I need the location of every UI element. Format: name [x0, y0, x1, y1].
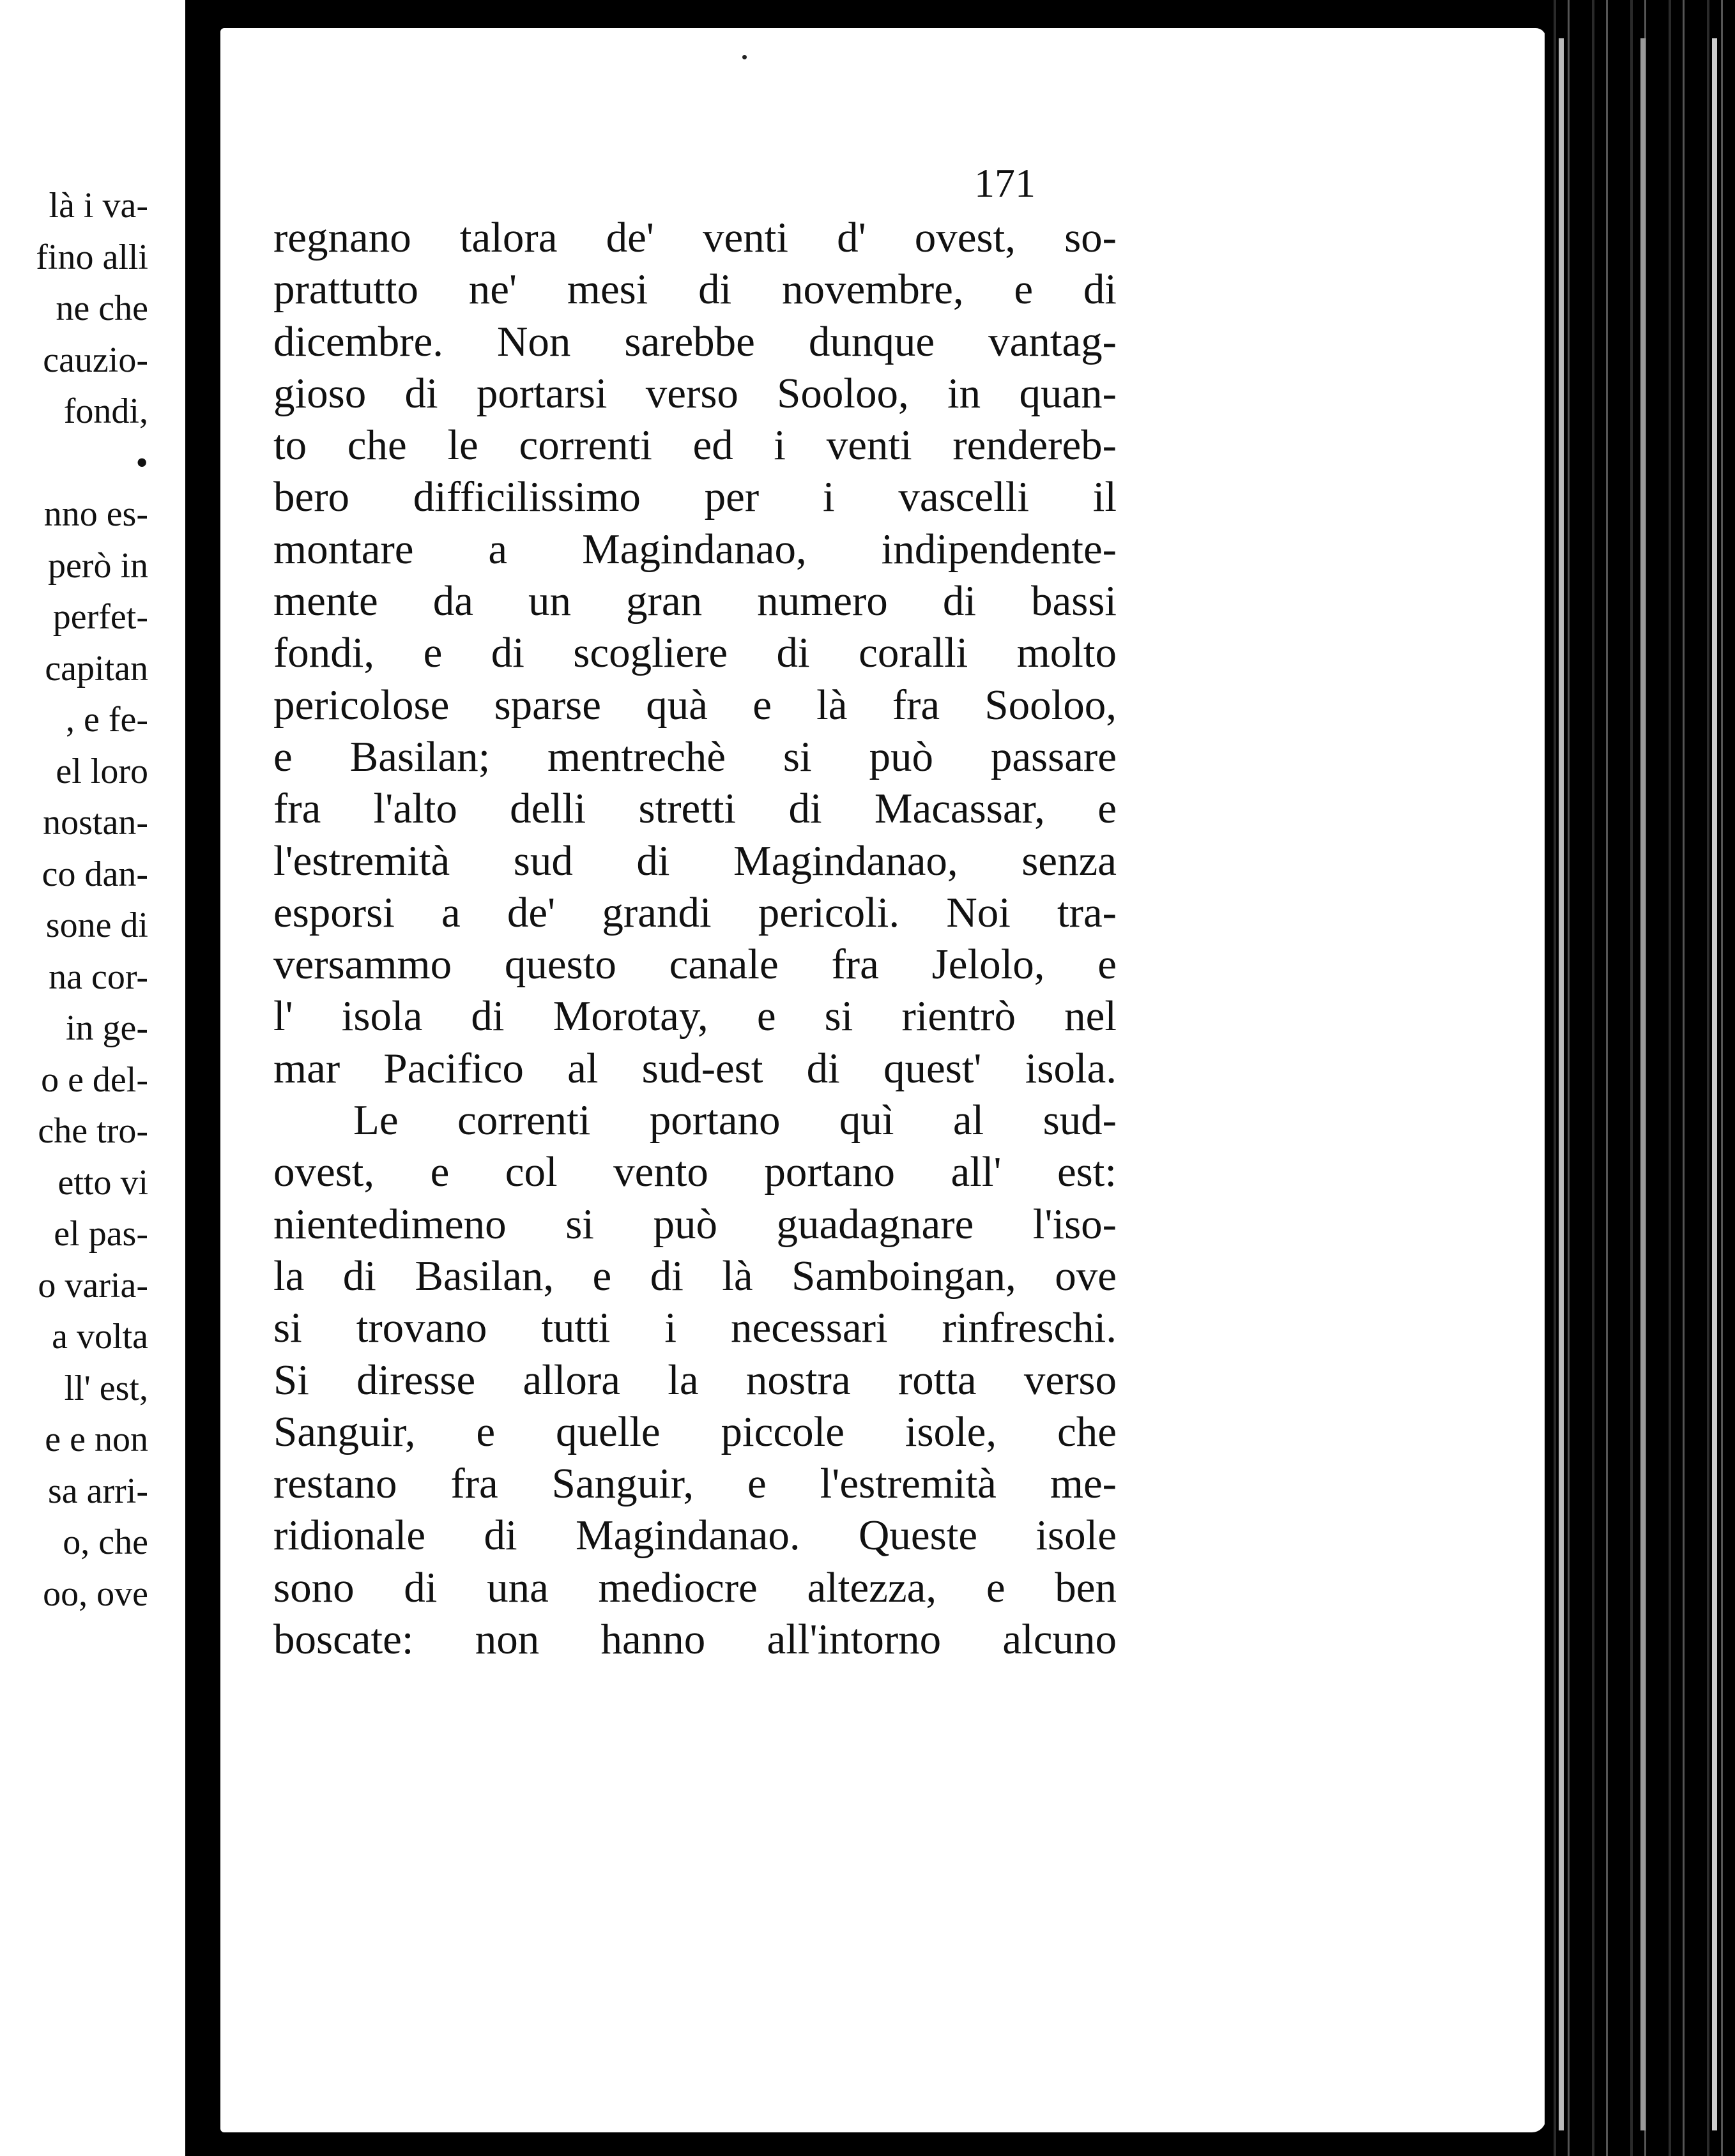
- text-line: pericolose sparse quà e là fra Sooloo,: [273, 681, 1117, 729]
- left-line: in ge-: [65, 1008, 148, 1048]
- page-edge-highlight: [1640, 38, 1646, 2130]
- left-line: o e del-: [41, 1059, 148, 1100]
- left-line: cauzio-: [43, 340, 148, 380]
- text-line: fondi, e di scogliere di coralli molto: [273, 629, 1117, 677]
- left-line: sone di: [45, 906, 148, 945]
- left-line: che tro-: [38, 1111, 148, 1151]
- left-page: [0, 0, 185, 2156]
- text-line: prattutto ne' mesi di novembre, e di: [273, 266, 1117, 314]
- text-line: nientedimeno si può guadagnare l'iso-: [273, 1200, 1117, 1248]
- text-line: restano fra Sanguir, e l'estremità me-: [273, 1460, 1117, 1508]
- text-line: versammo questo canale fra Jelolo, e: [273, 941, 1117, 989]
- text-line: bero difficilissimo per i vascelli il: [273, 473, 1117, 521]
- left-line: o varia-: [38, 1265, 148, 1305]
- text-line: boscate: non hanno all'intorno alcuno: [273, 1616, 1117, 1664]
- page-edge-highlight: [1559, 38, 1564, 2130]
- left-line: ne che: [56, 289, 148, 328]
- text-line: montare a Magindanao, indipendente-: [273, 525, 1117, 573]
- text-line: mente da un gran numero di bassi: [273, 577, 1117, 625]
- left-page-text: [36, 180, 148, 1620]
- text-line: l'estremità sud di Magindanao, senza: [273, 837, 1117, 884]
- left-line: nno es-: [43, 494, 148, 534]
- left-line: •: [135, 443, 148, 483]
- left-line: sa arri-: [47, 1471, 148, 1511]
- left-line: e e non: [45, 1420, 148, 1459]
- text-line: Le correnti portano quì al sud-: [353, 1097, 1117, 1144]
- left-line: fondi,: [63, 391, 148, 431]
- left-line: là i va-: [49, 186, 148, 225]
- text-line: ridionale di Magindanao. Queste isole: [273, 1512, 1117, 1560]
- left-line: etto vi: [57, 1162, 148, 1203]
- left-line: nostan-: [43, 803, 148, 842]
- text-line: to che le correnti ed i venti rendereb-: [273, 421, 1117, 469]
- text-line: regnano talora de' venti d' ovest, so-: [273, 214, 1117, 261]
- page-body-text: [273, 212, 1117, 1666]
- left-line: , e fe-: [65, 700, 148, 740]
- left-line: el pas-: [54, 1214, 148, 1254]
- text-line: e Basilan; mentrechè si può passare: [273, 733, 1117, 780]
- text-line: gioso di portarsi verso Sooloo, in quan-: [273, 369, 1117, 417]
- text-line: l' isola di Morotay, e si rientrò nel: [273, 992, 1117, 1040]
- text-line: esporsi a de' grandi pericoli. Noi tra-: [273, 888, 1117, 936]
- left-line: o, che: [63, 1522, 148, 1562]
- left-line: però in: [47, 545, 148, 586]
- left-line: oo, ove: [43, 1574, 148, 1614]
- text-line: dicembre. Non sarebbe dunque vantag-: [273, 317, 1117, 365]
- text-line: mar Pacifico al sud-est di quest' isola.: [273, 1044, 1117, 1092]
- text-line: Si diresse allora la nostra rotta verso: [273, 1356, 1117, 1404]
- page-edge-highlight: [1712, 38, 1717, 2130]
- ink-speck: [742, 55, 747, 59]
- book-page-edges: [1545, 0, 1735, 2156]
- left-line: a volta: [52, 1317, 148, 1356]
- left-line: na cor-: [49, 957, 148, 997]
- text-line: la di Basilan, e di là Samboingan, ove: [273, 1252, 1117, 1300]
- left-line: perfet-: [52, 597, 148, 637]
- text-line: si trovano tutti i necessari rinfreschi.: [273, 1304, 1117, 1352]
- text-line: Sanguir, e quelle piccole isole, che: [273, 1408, 1117, 1455]
- text-line: ovest, e col vento portano all' est:: [273, 1148, 1117, 1196]
- text-line: sono di una mediocre altezza, e ben: [273, 1563, 1117, 1611]
- left-line: capitan: [45, 648, 148, 688]
- left-line: co dan-: [42, 854, 148, 894]
- left-line: el loro: [56, 751, 148, 791]
- text-line: fra l'alto delli stretti di Macassar, e: [273, 785, 1117, 833]
- page-number: 171: [974, 160, 1036, 206]
- left-line: fino alli: [36, 237, 148, 277]
- book-gutter: [185, 0, 220, 2156]
- left-line: ll' est,: [64, 1368, 148, 1408]
